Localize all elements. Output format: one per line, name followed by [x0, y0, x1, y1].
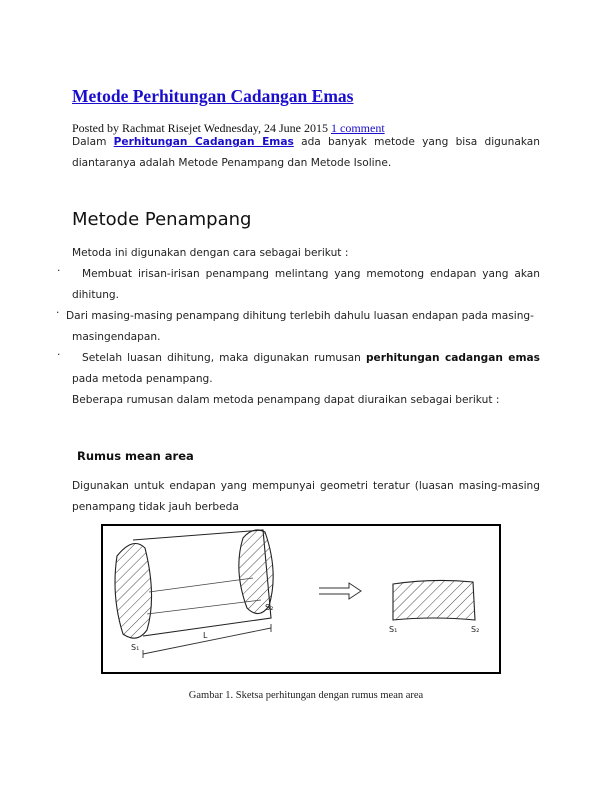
label-s2-right: S₂: [471, 625, 480, 634]
bullet-marker-1: ·: [57, 265, 61, 277]
figure-sketch: [101, 524, 501, 674]
label-l: L: [203, 631, 208, 640]
bullet-3-after: pada metoda penampang.: [72, 372, 213, 385]
bullet-3-before: Setelah luasan dihitung, maka digunakan rumusan: [82, 352, 361, 364]
bullet-item-2-line2: masingendapan.: [72, 331, 161, 343]
sketch-illustration: [103, 526, 499, 672]
figure-caption: Gambar 1. Sketsa perhitungan dengan rumus mean area: [188, 690, 424, 701]
label-s1-right: S₁: [389, 625, 398, 634]
label-s2: S₂: [265, 603, 274, 612]
intro-before-link: Dalam: [72, 136, 107, 148]
posted-by-text: Posted by Rachmat Risejet Wednesday, 24 June 2015: [72, 121, 328, 135]
bullet-item-2-line1: Dari masing-masing penampang dihitung terlebih dahulu luasan endapan pada masing-: [66, 310, 534, 322]
mean-area-text: Digunakan untuk endapan yang mempunyai geometri teratur (luasan masing-masing penampang tidak jauh berbeda: [72, 480, 540, 513]
section-heading-penampang: Metode Penampang: [72, 209, 252, 230]
bullet-item-3: [72, 348, 540, 389]
article-title[interactable]: Metode Perhitungan Cadangan Emas: [72, 86, 354, 106]
intro-after-link: ada banyak metode yang bisa digunakan diantaranya adalah Metode Penampang dan Metode Isoline.: [72, 136, 540, 169]
bullet-item-1: Membuat irisan-irisan penampang melintang yang memotong endapan yang akan dihitung.: [72, 268, 540, 301]
intro-link[interactable]: Perhitungan Cadangan Emas: [113, 136, 294, 148]
penampang-closing: Beberapa rumusan dalam metoda penampang dapat diuraikan sebagai berikut :: [72, 394, 500, 406]
bullet-3-bold: perhitungan cadangan emas: [365, 352, 540, 364]
arrow-icon: [319, 583, 361, 599]
label-s1: S₁: [131, 643, 140, 652]
bullet-marker-3: ·: [57, 349, 61, 361]
penampang-lead: Metoda ini digunakan dengan cara sebagai berikut :: [72, 247, 349, 259]
intro-paragraph: [72, 132, 540, 173]
section-heading-mean-area: Rumus mean area: [77, 449, 194, 463]
section-s1: [115, 544, 152, 639]
bullet-marker-2: ·: [56, 307, 60, 319]
comment-link[interactable]: 1 comment: [331, 121, 385, 135]
mean-area-block: [393, 580, 475, 620]
